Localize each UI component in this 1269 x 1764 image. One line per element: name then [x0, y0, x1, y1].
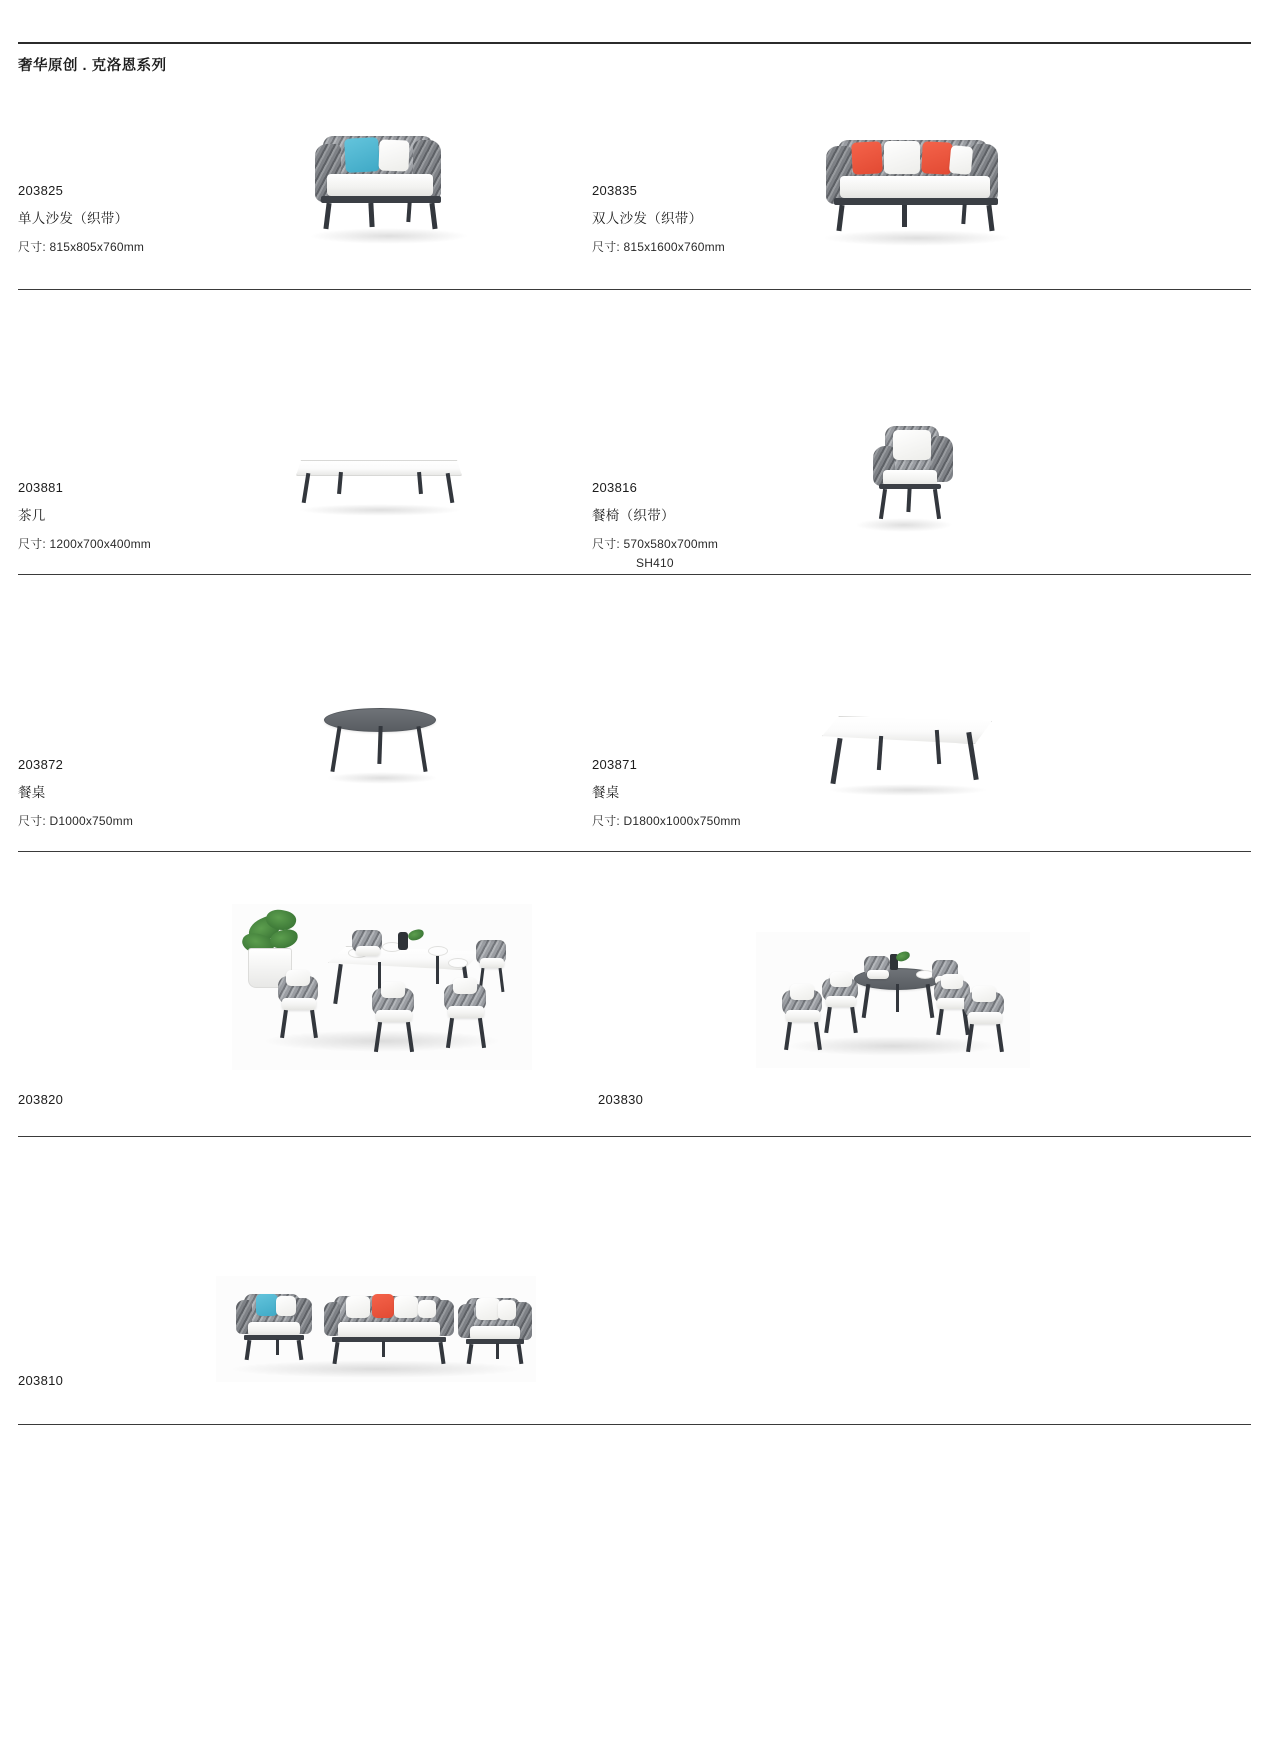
- product-code: 203820: [18, 1092, 64, 1107]
- product-name: 单人沙发（织带）: [18, 211, 129, 226]
- sofa-set-image: [216, 1276, 536, 1382]
- product-code: 203872: [18, 757, 64, 772]
- product-203830[interactable]: [598, 1092, 643, 1116]
- product-203816[interactable]: [592, 480, 718, 570]
- double-sofa-webbing-image: [810, 118, 1020, 248]
- single-sofa-webbing-image: [295, 118, 485, 248]
- rectangular-dining-table-image: [818, 710, 998, 798]
- product-203825[interactable]: [18, 183, 144, 255]
- product-203810[interactable]: [18, 1373, 63, 1397]
- product-203872[interactable]: [18, 757, 133, 829]
- product-dimensions: 尺寸: 570x580x700mm: [592, 537, 719, 551]
- dining-chair-webbing-image: [845, 418, 965, 536]
- product-dimensions: 尺寸: D1800x1000x750mm: [592, 814, 741, 828]
- product-name: 餐桌: [18, 785, 46, 800]
- product-seat-height: SH410: [636, 556, 674, 570]
- round-dining-table-image: [318, 700, 448, 790]
- section-divider-4: [18, 1136, 1251, 1137]
- section-divider-3: [18, 851, 1251, 852]
- product-code: 203825: [18, 183, 64, 198]
- header-divider: [18, 42, 1251, 44]
- product-dimensions: 尺寸: 1200x700x400mm: [18, 537, 151, 551]
- section-divider-2: [18, 574, 1251, 575]
- product-name: 双人沙发（织带）: [592, 211, 703, 226]
- product-name: 餐桌: [592, 785, 620, 800]
- section-divider-5: [18, 1424, 1251, 1425]
- product-code: 203881: [18, 480, 64, 495]
- product-name: 茶几: [18, 508, 46, 523]
- product-203871[interactable]: [592, 757, 741, 829]
- coffee-table-image: [290, 452, 470, 520]
- catalog-title: 奢华原创 . 克洛恩系列: [18, 58, 167, 74]
- product-203820[interactable]: [18, 1092, 63, 1116]
- product-code: 203816: [592, 480, 638, 495]
- product-dimensions: 尺寸: 815x805x760mm: [18, 240, 145, 254]
- product-dimensions: 尺寸: 815x1600x760mm: [592, 240, 725, 254]
- product-dimensions: 尺寸: D1000x750mm: [18, 814, 134, 828]
- product-code: 203810: [18, 1373, 64, 1388]
- section-divider-1: [18, 289, 1251, 290]
- dining-set-round-image: [756, 932, 1030, 1068]
- product-code: 203871: [592, 757, 638, 772]
- product-203881[interactable]: [18, 480, 151, 552]
- product-name: 餐椅（织带）: [592, 508, 675, 523]
- product-code: 203830: [598, 1092, 644, 1107]
- product-203835[interactable]: [592, 183, 725, 255]
- product-code: 203835: [592, 183, 638, 198]
- dining-set-rectangular-image: [232, 904, 532, 1070]
